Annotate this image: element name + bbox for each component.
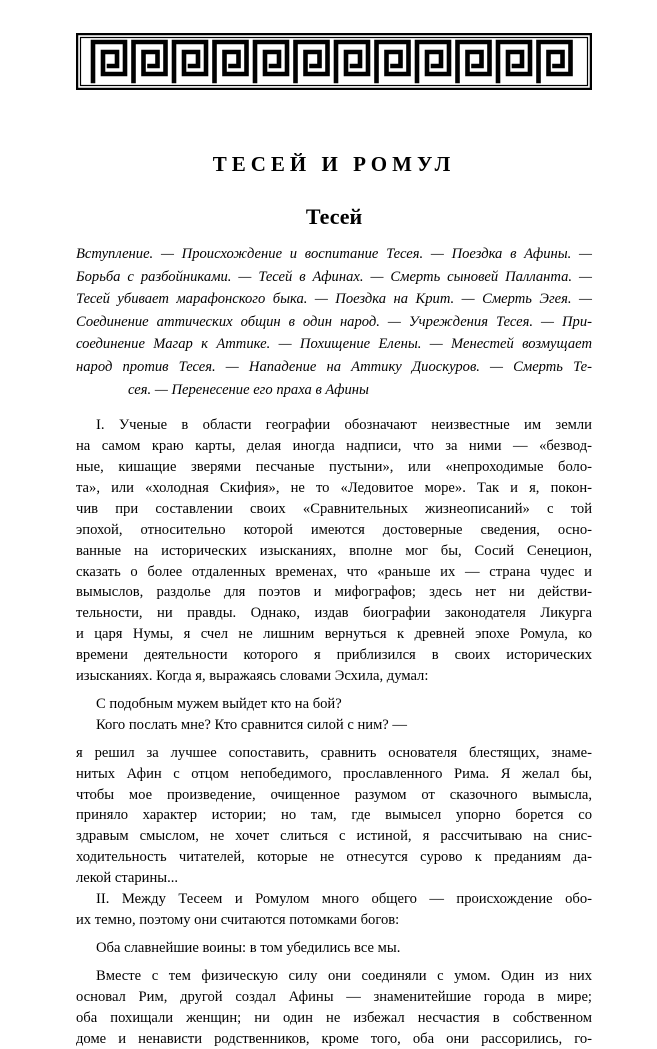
greek-key-meander-ornament-icon xyxy=(76,33,592,90)
meander-unit-icon xyxy=(255,42,287,81)
summary-line: сея. — Перенесение его праха в Афины xyxy=(128,381,369,398)
meander-unit-icon xyxy=(134,42,166,81)
meander-unit-icon xyxy=(93,42,125,81)
verse-quote-1 xyxy=(96,694,592,736)
verse-quote-2 xyxy=(96,938,592,959)
summary-line: народ против Тесея. — Нападение на Аттику Диоскуров. — Смерть Те- xyxy=(76,358,592,375)
text-line: ванные на исторических изысканиях, вполне мог бы, Сосий Сенецион, xyxy=(76,542,592,559)
meander-unit-icon xyxy=(539,42,571,81)
verse-line: Кого послать мне? Кто сравнится силой с ним? — xyxy=(96,716,408,733)
summary-line: Вступление. — Происхождение и воспитание Тесея. — Поездка в Афины. — xyxy=(76,246,592,262)
paragraph-1 xyxy=(76,415,592,687)
text-line: здравым смыслом, не хочет слиться с истиной, я рассчитываю на снис- xyxy=(76,828,592,845)
meander-unit-icon xyxy=(296,42,328,81)
text-line: на самом краю карты, делая иногда надписи, что за ними — «безвод- xyxy=(76,438,592,455)
paragraph-2 xyxy=(76,743,592,889)
text-line: нитых Афин с отцом непобедимого, прославленного Рима. Я желал бы, xyxy=(76,765,592,782)
chapter-subtitle: Тесей xyxy=(305,204,363,229)
summary-line: соединение Магар к Аттике. — Похищение Елены. — Менестей возмущает xyxy=(76,336,592,353)
text-line: лекой старины... xyxy=(76,870,179,887)
text-line: доме и ненависти родственников, кроме того, оба они рассорились, го- xyxy=(76,1030,592,1047)
meander-unit-icon xyxy=(458,42,490,81)
summary-line: Тесей убивает марафонского быка. — Поездка на Крит. — Смерть Эгея. — xyxy=(76,291,592,308)
text-line: ные, кишащие зверями песчаные пустыни», или «непроходимые боло- xyxy=(76,458,592,475)
text-line: их темно, поэтому они считаются потомками богов: xyxy=(76,912,400,928)
text-line: тельности, ни правды. Однако, издав биографии законодателя Ликурга xyxy=(76,605,592,622)
text-line: вымыслов, раздолье для поэтов и мифографов; здесь нет ни действи- xyxy=(76,584,592,601)
meander-unit-icon xyxy=(498,42,530,81)
text-line: ходительность читателей, которые не отнесутся сурово к преданиям да- xyxy=(76,849,592,866)
text-line: приняло характер истории; но там, где вымысел упорно борется со xyxy=(76,807,592,824)
text-line: чив при составлении своих «Сравнительных жизнеописаний» с той xyxy=(76,500,592,517)
text-line: времени деятельности которого я приблизился в своих исторических xyxy=(76,647,592,664)
text-line: оба похищали женщин; ни один не избежал несчастия в собственном xyxy=(76,1009,592,1026)
meander-unit-icon xyxy=(174,42,206,81)
text-line: я решил за лучшее сопоставить, сравнить основателя блестящих, знаме- xyxy=(76,744,592,761)
text-line: II. Между Тесеем и Ромулом много общего — происхождение обо- xyxy=(96,891,592,908)
summary-line: Борьба с разбойниками. — Тесей в Афинах. — Смерть сыновей Палланта. — xyxy=(76,268,592,285)
text-line: сказать о более отдаленных временах, что «раньше их — страна чудес и xyxy=(76,563,592,580)
text-line: чтобы мое произведение, очищенное разумом от сказочного вымысла, xyxy=(76,786,592,803)
text-line: изысканиях. Когда я, выражаясь словами Эсхила, думал: xyxy=(76,668,429,685)
meander-unit-icon xyxy=(336,42,368,81)
text-line: та», или «холодная Скифия», не то «Ледовитое море». Так и я, покон- xyxy=(76,479,592,496)
book-page xyxy=(76,33,592,1049)
text-line: и царя Нумы, я счел не лишним вернуться к древней эпохе Ромула, ко xyxy=(76,626,592,643)
meander-unit-icon xyxy=(377,42,409,81)
meander-unit-icon xyxy=(215,42,247,81)
text-line: I. Ученые в области географии обозначают неизвестные им земли xyxy=(96,417,592,434)
text-line: эпохой, относительно которой имеются достоверные сведения, осно- xyxy=(76,521,592,538)
paragraph-3 xyxy=(76,889,592,931)
page-title: ТЕСЕЙ И РОМУЛ xyxy=(212,152,456,176)
text-line: основал Рим, другой создал Афины — знаменитейшие города в мире; xyxy=(76,988,592,1005)
chapter-summary xyxy=(76,243,592,401)
body-text xyxy=(76,415,592,1049)
verse-line: С подобным мужем выйдет кто на бой? xyxy=(96,695,342,712)
verse-line: Оба славнейшие воины: в том убедились все мы. xyxy=(96,939,401,956)
text-line: Вместе с тем физическую силу они соединяли с умом. Один из них xyxy=(96,967,592,984)
paragraph-4 xyxy=(76,966,592,1049)
summary-line: Соединение аттических общин в один народ. — Учреждения Тесея. — При- xyxy=(76,313,592,330)
meander-unit-icon xyxy=(417,42,449,81)
